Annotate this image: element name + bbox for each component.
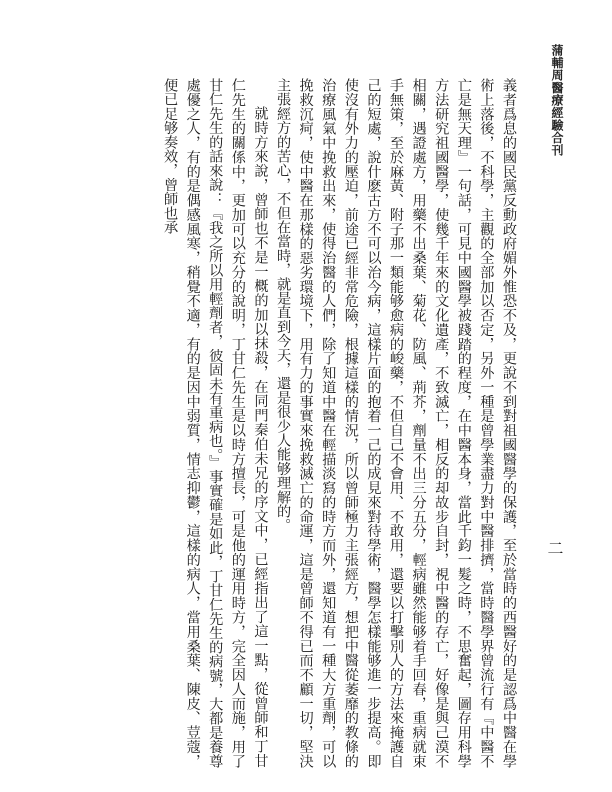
page-number: 二 [545,540,564,556]
body-text [50,78,520,768]
paragraph: 義者爲息的國民黨反動政府媚外惟恐不及，更說不到對祖國醫學的保護，至於當時的西醫好的是認爲中醫在學術上落後，不科學，主觀的全部加以否定，另外一種是曾學業盡力對中醫排擠，當時醫學界曾流行有『中醫不亡是無天理』一句話，可見中國醫學被踐踏的程度，在中醫本身，當此千鈞一髮之時，不思奮起，圖存用科學方法研究祖國醫學，使幾千年來的文化遺產，不致滅亡，相反的却故步自封，視中醫的存亡，好像是與己漠不相關，遇證處方，用藥不出桑葉、菊花、防風、荊芥，劑量不出三分五分，輕病雖然能够着手回春，重病就束手無策，至於麻黃、附子那一類能够愈病的峻藥，不但自己不會用、不敢用，還要以打擊別人的方法來掩護自己的短處，說什麽古方不可以治今病，這樣片面的抱着一己的成見來對待學術，醫學怎樣能够進一步提高。即使沒有外力的壓迫，前途已經非常危險，根據這樣的情況，所以曾師極力主張經方，想把中醫從萎靡的教條的治療風氣中挽救出來，使得治醫的人們，除了知道中醫在輕描淡寫的時方而外，還知道有一種大方重劑，可以挽救沉疴，使中醫在那樣的惡劣環境下，用有力的事實來挽救滅亡的命運，這是曾師不得已而不顧一切，堅決主張經方的苦心，不但在當時，就是直到今天，還是很少人能够理解的。 [275,78,517,768]
paragraph: 就時方來說，曾師也不是一概的加以抹殺，在同門秦伯未兄的序文中，已經指出了這一點，從曾師和丁甘仁先生的關係中，更加可以充分的說明，丁甘仁先生是以時方擅長，可是他的運用時方，完全因人而施，用了甘仁先生的話來說：『我之所以用輕劑者，彼固未有重病也。』事實確是如此，丁甘仁先生的病號，大都是養尊處優之人，有的是偶感風寒，稍覺不適，有的是因中弱質，情志抑鬱，這樣的病人，當用桑葉、陳皮、荳蔻，便已足够奏效，曾師也承 [162,78,269,768]
running-header-title: 蒲輔周醫療經驗合刊 [550,44,564,157]
